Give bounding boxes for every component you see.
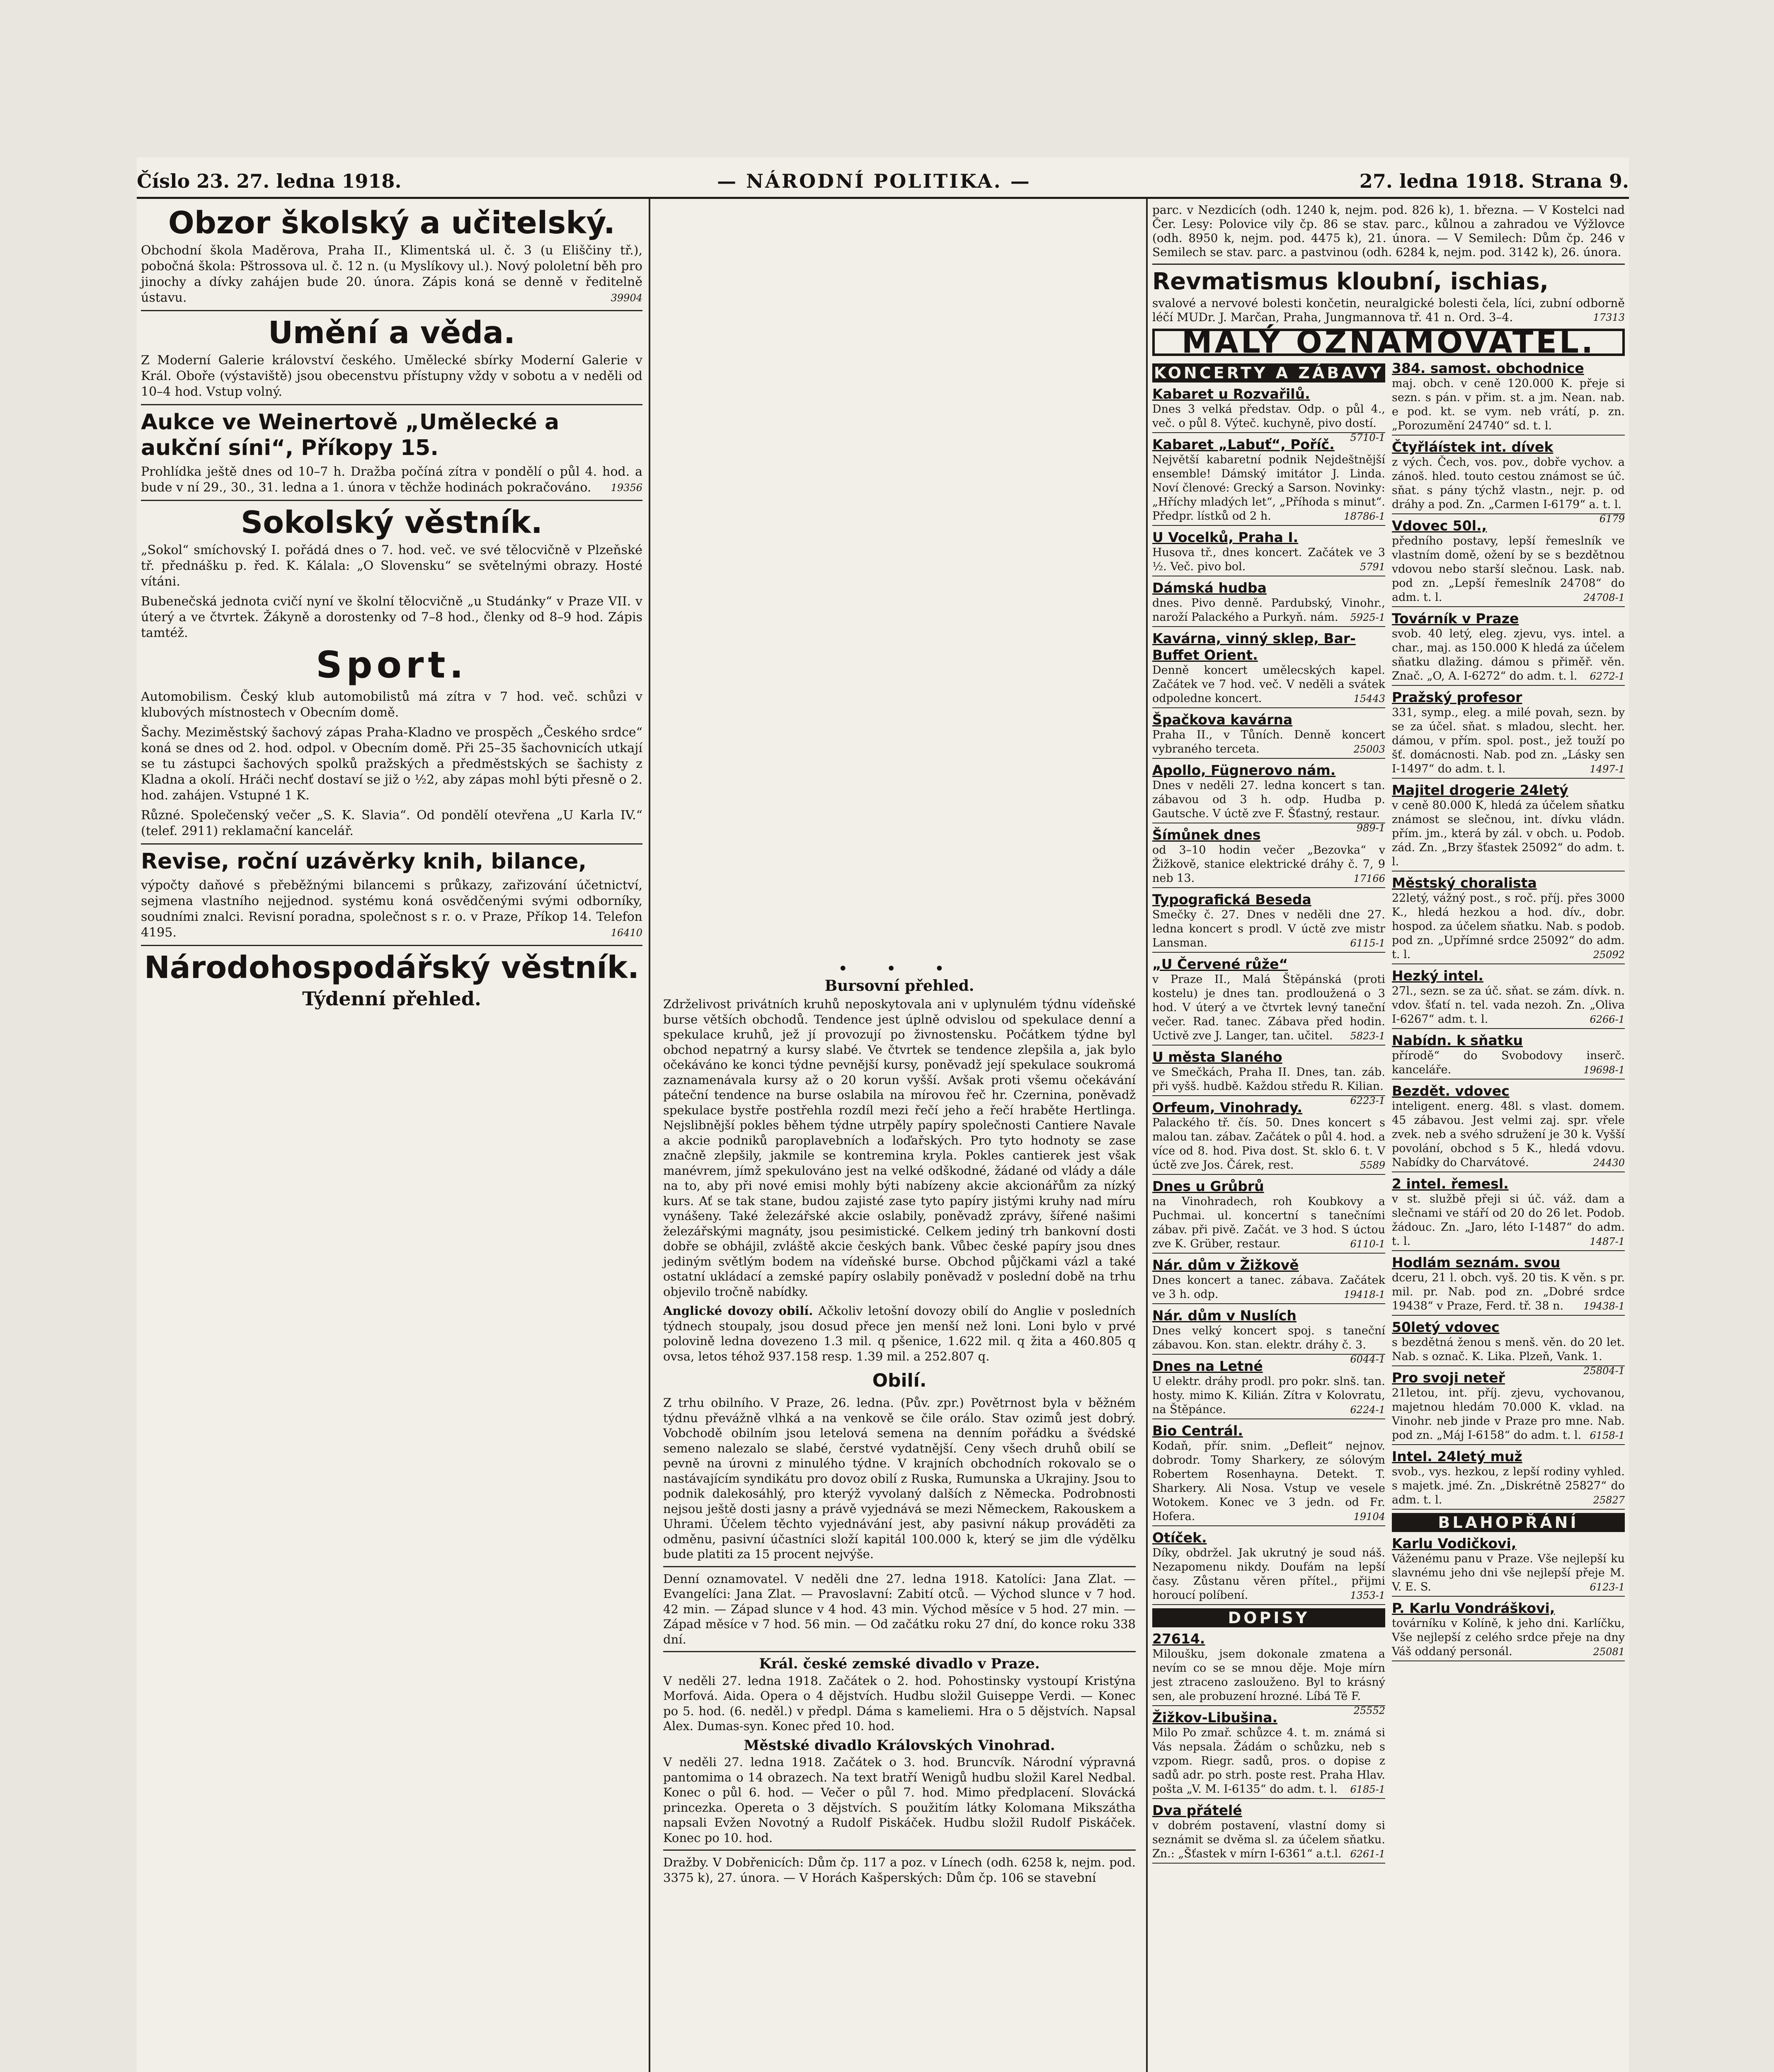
- classified-ad-body: Dnes 3 velká představ. Odp. o půl 4., več. o půl 8. Výteč. kuchyně, pivo dostí.: [1152, 403, 1385, 430]
- ad-code: 6044-1: [1350, 1353, 1385, 1365]
- classified-ad-body: Palackého tř. čís. 50. Dnes koncert s malou tan. zábav. Začátek o půl 4. hod. a více od 8. hod. Piva dost. St. sklo 6. t. V úctě zve Jos. Čárek, rest.: [1152, 1116, 1385, 1172]
- classified-ad-text: [1152, 728, 1385, 756]
- classified-ad-text: [1392, 891, 1625, 962]
- denni-oznamovatel-text: Denní oznamovatel. V neděli dne 27. ledna 1918. Katolíci: Jana Zlat. — Evangelíci: Jana Zlat. — Pravoslavní: Zabití otců. — Východ slunce v 7 hod. 42 min. — Západ slunce v 4 hod. 43 min. Východ měsíce v 5 hod. 27 min. — Západ měsíce v 7 hod. 56 min. — Od začátku roku 27 dní, do konce roku 338 dní.: [663, 1571, 1136, 1646]
- classified-ad-body: továrníku v Kolíně, k jeho dni. Karlíčku, Vše nejlepší z celého srdce přeje na dny Váš oddaný personál.: [1392, 1617, 1625, 1658]
- classified-ad-text: [1392, 1386, 1625, 1443]
- ad-code: 19356: [611, 482, 642, 494]
- ad-code: 19438-1: [1583, 1300, 1625, 1312]
- classified-ad-body: Husova tř., dnes koncert. Začátek ve 3 ½. Več. pivo bol.: [1152, 546, 1385, 573]
- ad-code: 19418-1: [1344, 1289, 1385, 1300]
- classified-ad-title: Městský choralista: [1392, 875, 1537, 891]
- obili-dovoz-text: Anglické dovozy obilí. Ačkoliv letošní dovozy obilí do Anglie v posledních týdnech stoupaly, jsou dosud přece jen menší než loni. Loni bylo v prvé polovině ledna dovezeno 1.3 mil. q pšenice, 1.622 mil. q žita a 460.805 q ovsa, letos téhož 937.158 resp. 1.39 mil. a 252.807 q.: [663, 1304, 1136, 1363]
- classified-ad-title: Otíček.: [1152, 1530, 1207, 1546]
- obili-heading: Obilí.: [872, 1370, 927, 1391]
- section-rule: [663, 1651, 1136, 1652]
- obzor-text: Obchodní škola Maděrova, Praha II., Klimentská ul. č. 3 (u Eliščiny tř.), pobočná škola: Pštrossova ul. č. 12 n. (u Myslíkovy ul.). Nový pololetní běh pro jinochy a dívky zahájen bude 20. února. Zápis koná se denně v ředitelně ústavu. 39904: [141, 243, 642, 305]
- ad-code: 19104: [1353, 1511, 1385, 1523]
- classified-ad-title: Hodlám seznám. svou: [1392, 1254, 1561, 1271]
- classified-ad-text: [1152, 453, 1385, 523]
- section-rule: [141, 945, 642, 946]
- classified-ad: [1152, 630, 1385, 708]
- classified-ad: [1152, 580, 1385, 627]
- classified-ad-body: 331, symp., eleg. a milé povah, sezn. by se za účel. sňat. s mladou, slecht. her. dámou, v přím. spol. post., jež touží po šť. domácnosti. Nab. pod zn. „Lásky sen I-1497“ do adm. t. l.: [1392, 706, 1625, 775]
- classified-ad-text: [1392, 799, 1625, 869]
- classified-ad-text: [1152, 402, 1385, 443]
- classified-ad: [1392, 1600, 1625, 1661]
- classified-ad-title: Bio Centrál.: [1152, 1423, 1243, 1439]
- classified-ad: [1392, 1032, 1625, 1080]
- classified-ad-title: Majitel drogerie 24letý: [1392, 782, 1568, 798]
- classified-ad-title: Nár. dům v Žižkově: [1152, 1257, 1299, 1273]
- classified-ad-body: z vých. Čech, vos. pov., dobře vychov. a zánoš. hled. touto cestou známost se úč. sňat. s pány týchž vlastn., nejr. p. od dráhy a pod. Zn. „Carmen I-6179“ a. t. l.: [1392, 456, 1625, 511]
- classified-ad-title: Dnes na Letné: [1152, 1358, 1263, 1374]
- section-rule: [1152, 264, 1625, 265]
- ad-code: 5823-1: [1350, 1030, 1385, 1042]
- header-rule: [137, 197, 1629, 199]
- obzor-heading: Obzor školský a učitelský.: [168, 205, 616, 241]
- classified-ad-body: v Praze II., Malá Štěpánská (proti kostelu) je dnes tan. prodloužená o 3 hod. V úterý a ve čtvrtek levný taneční večer. Rad. tanec. Zábava před hodin. Uctivě zve J. Langer, tan. učitel.: [1152, 973, 1385, 1042]
- classified-ad-title: Kabaret „Labuť“, Poříč.: [1152, 436, 1335, 453]
- classified-ad: [1392, 360, 1625, 436]
- sport-text-2: Šachy. Meziměstský šachový zápas Praha-Kladno ve prospěch „Českého srdce“ koná se dnes od 2. hod. odpol. v Obecním domě. Při 25–35 šachovnicích utkají se tu zástupci šachových spolků pražských a předměstských se šachisty z Kladna a okolí. Hráči nechť dostaví se již o ½2, aby zápas mohl býti přesně o 2. hod. zahájen. Vstupné 1 K.: [141, 725, 642, 803]
- ad-code: 5791: [1360, 561, 1385, 573]
- ad-code: 6179: [1599, 513, 1625, 525]
- classified-ad-body: Dnes v neděli 27. ledna koncert s tan. zábavou od 3 h. odp. Hudba p. Gautsche. V úctě zve F. Šťastný, restaur.: [1152, 779, 1385, 820]
- classified-ad-title: 50letý vdovec: [1392, 1319, 1500, 1335]
- classified-ad-text: [1392, 1465, 1625, 1507]
- sokol-text-1: „Sokol“ smíchovský I. pořádá dnes o 7. hod. več. ve své tělocvičně v Plzeňské tř. přednášku p. řed. K. Kálala: „O Slovensku“ se světelnými obrazy. Hosté vítáni.: [141, 543, 642, 589]
- maly-oznamovatel-heading: MALÝ OZNAMOVATEL.: [1152, 329, 1625, 356]
- ad-code: 24430: [1593, 1157, 1625, 1169]
- ad-code: 25081: [1593, 1646, 1625, 1658]
- classified-ad-text: [1392, 1049, 1625, 1077]
- classified-ad-text: [1152, 596, 1385, 625]
- classified-ad-body: Dnes koncert a tanec. zábava. Začátek ve 3 h. odp.: [1152, 1274, 1385, 1301]
- vinohrady-heading: Městské divadlo Královských Vinohrad.: [744, 1737, 1055, 1754]
- classifieds-left-column: [1152, 360, 1385, 1867]
- classified-ad: [1392, 875, 1625, 964]
- classified-ad-text: [1392, 377, 1625, 433]
- section-rule: [663, 1849, 1136, 1851]
- koncerty-banner: KONCERTY A ZÁBAVY: [1152, 363, 1385, 382]
- classified-ad-body: Praha II., v Tůních. Denně koncert vybraného terceta.: [1152, 729, 1385, 755]
- classified-ad-title: Dnes u Grůbrů: [1152, 1178, 1264, 1194]
- classified-ad: [1152, 1631, 1385, 1716]
- classified-ad: [1392, 610, 1625, 686]
- ad-code: 5925-1: [1350, 612, 1385, 623]
- right-items: [1392, 360, 1625, 1661]
- classified-ad: [1152, 529, 1385, 576]
- classified-ad-body: Dnes velký koncert spoj. s taneční zábavou. Kon. stan. elektr. dráhy č. 3.: [1152, 1324, 1385, 1351]
- ad-code: 1353-1: [1350, 1590, 1385, 1601]
- sport-text-3: Různé. Společenský večer „S. K. Slavia“. Od pondělí otevřena „U Karla IV.“ (telef. 2911) reklamační kancelář.: [141, 808, 642, 838]
- ad-code: 24708-1: [1583, 592, 1625, 603]
- ad-code: 15443: [1353, 693, 1385, 704]
- classified-ad-text: [1392, 1617, 1625, 1659]
- ad-code: 6110-1: [1350, 1238, 1385, 1250]
- dopisy-banner: DOPISY: [1152, 1608, 1385, 1627]
- page-number: 27. ledna 1918. Strana 9.: [1359, 170, 1629, 192]
- ad-code: 6224-1: [1350, 1404, 1385, 1416]
- bursovni-text: Zdrželivost privátních kruhů neposkytovala ani v uplynulém týdnu vídeňské burse větších obchodů. Tendence jest úplně odvislou od spekulace denní a spekulace kruhů, jež jí provozují po živnostensku. Počátkem týdne byl obchod nepatrný a kursy slabé. Ve čtvrtek se tendence zlepšila a, jak bylo očekáváno ke konci týdne pevnější kursy, poněvadž její spekulace soukromá zaznamenávala kursy až o 20 korun vyšší. Avšak proti všemu očekávání páteční tendence na burse oslabila na mírovou řeč hr. Czernina, poněvadž spekulace bystře postřehla rozdíl mezi řečí jeho a řečí hraběte Hertlinga. Nejslibnější pokles během týdne utrpěly papíry společnosti Cantiere Navale a akcie podniků paroplavebních a loďařských. Pro tyto hodnoty se zase značně zlepšily, jakmile se kontremina kryla. Pokles cantierek jest však manévrem, jímž spekulováno jest na velké odškodné, žádané od vlády a dále na to, aby při nové emisi mohly býti nabízeny akcie akcionářům za nízký kurs. Ať se tak stane, budou zajisté zase tyto papíry jistými kruhy nad míru vynášeny. Také železářské akcie oslabily, poněvadž zprávy, šířené našimi železářskými magnáty, jsou pesimistické. Celkem jediný trh bankovní dosti dobře se obhájil, zvláště akcie českých bank. Vůbec české papíry jsou dnes jediným světlým bodem na vídeňské burse. Obchod půjčkami vázl a také ostatní ukládací a zemské papíry oslabily poněvadž v poslední době na trhu objevilo tročně nabídky.: [663, 997, 1136, 1299]
- ad-code: 6261-1: [1350, 1848, 1385, 1860]
- classified-ad-text: [1392, 534, 1625, 605]
- classified-ad: [1392, 1254, 1625, 1316]
- classified-ad-text: [1392, 1192, 1625, 1249]
- classified-ad-text: [1392, 455, 1625, 525]
- ad-code: 6115-1: [1350, 937, 1385, 949]
- classified-ad-title: Karlu Vodičkovi,: [1392, 1535, 1517, 1552]
- ad-code: 6158-1: [1590, 1430, 1625, 1441]
- classified-ad-body: inteligent. energ. 48l. s vlast. domem. 45 zábavou. Jest velmi zaj. spr. vřele zvek. neb a svého sdružení je 30 k. Vyšší povolání, obchod s 5 K., hledá vdovu. Nabídky do Charvátové.: [1392, 1100, 1625, 1169]
- column-divider-2: [1146, 199, 1148, 2072]
- classifieds-grid: [1152, 360, 1625, 1867]
- ad-code: 17166: [1353, 873, 1385, 884]
- masthead: — NÁRODNÍ POLITIKA. —: [717, 170, 1031, 192]
- ad-code: 1487-1: [1590, 1236, 1625, 1247]
- classified-ad-body: Milo Po zmař. schůzce 4. t. m. známá si Vás nepsala. Žádám o schůzku, neb s vzpom. Riegr. sadů, pros. o dopise z sadů adr. po strh. poste rest. Praha Hlav. pošta „V. M. I-6135“ do adm. t. l.: [1152, 1726, 1385, 1796]
- classified-ad-title: Žižkov-Libušina.: [1152, 1709, 1278, 1726]
- section-rule: [141, 310, 642, 311]
- classified-ad-body: na Vinohradech, roh Koubkovy a Puchmai. ul. koncertní s tanečními zábav. při pivě. Začát. ve 3 hod. S úctou zve K. Grüber, restaur.: [1152, 1195, 1385, 1250]
- classified-ad-body: od 3–10 hodin večer „Bezovka“ v Žižkově, stanice elektrické dráhy č. 7, 9 neb 13.: [1152, 844, 1385, 885]
- classified-ad: [1152, 1257, 1385, 1304]
- ad-code: 6123-1: [1590, 1581, 1625, 1593]
- classified-ad-text: [1152, 1819, 1385, 1861]
- ad-code: 5589: [1360, 1159, 1385, 1171]
- classified-ad-text: [1152, 1726, 1385, 1796]
- classified-ad-title: Kavárna, vinný sklep, Bar-Buffet Orient.: [1152, 630, 1356, 663]
- classified-ad-title: Pražský profesor: [1392, 689, 1522, 705]
- classified-ad-title: Apollo, Fügnerovo nám.: [1152, 762, 1336, 778]
- classified-ad-text: [1152, 843, 1385, 886]
- classified-ad: [1152, 1530, 1385, 1605]
- classified-ad: [1152, 1049, 1385, 1106]
- sokol-text-2: Bubenečská jednota cvičí nyní ve školní tělocvičně „u Studánky“ v Praze VII. v úterý a ve čtvrtek. Žákyně a dorostenky od 7–8 hod., členky od 8–9 hod. Zápis tamtéž.: [141, 594, 642, 640]
- classified-ad-body: Miloušku, jsem dokonale zmatena a nevím co se se mnou děje. Moje mírn jest ztraceno zaslouženo. Byl to krásný sen, ale probuzení hrozné. Líbá Tě F.: [1152, 1648, 1385, 1703]
- umeni-heading: Umění a věda.: [268, 315, 516, 351]
- classified-ad-text: [1152, 1375, 1385, 1417]
- section-rule: [141, 404, 642, 405]
- classified-ad-title: U Vocelků, Praha I.: [1152, 529, 1299, 545]
- classified-ad: [1152, 1709, 1385, 1799]
- classified-ad-title: Továrník v Praze: [1392, 610, 1519, 627]
- classified-ad-body: Kodaň, přír. snim. „Defleit“ nejnov. dobrodr. Tomy Sharkery, ze sólovým Robertem Rosenhayna. Detekt. T. Sharkery. Ali Nosa. Vstup ve vesele Wotokem. Konec ve 3 jedn. od Fr. Hofera.: [1152, 1440, 1385, 1523]
- classified-ad-body: svob. 40 letý, eleg. zjevu, vys. intel. a char., maj. as 150.000 K hledá za účelem sňatku dlažing. dámou s přiměř. věn. Znač. „O, A. I-6272“ do adm. t. l.: [1392, 627, 1625, 683]
- aukce-heading: Aukce ve Weinertově „Umělecké a aukční síni“, Příkopy 15.: [141, 410, 560, 460]
- ad-code: 6223-1: [1350, 1095, 1385, 1106]
- classified-ad-text: [1152, 1065, 1385, 1106]
- sport-text-1: Automobilism. Český klub automobilistů má zítra v 7 hod. več. schůzi v klubových místnostech v Obecním domě.: [141, 690, 642, 720]
- classified-ad-text: [1152, 908, 1385, 950]
- revise-text: výpočty daňové s přeběžnými bilancemi s průkazy, zařizování účetnictví, sejmenа vlastního nejjednod. systému koná osvědčenými svými odborníky, soudními znalci. Revisní poradna, společnost s r. o. v Praze, Příkop 14. Telefon 4195. 16410: [141, 878, 642, 940]
- classified-ad-text: [1152, 1647, 1385, 1716]
- classified-ad-body: dnes. Pivo denně. Pardubský, Vinohr., naroží Palackého a Purkyň. nám.: [1152, 597, 1385, 624]
- issue-number: Číslo 23. 27. ledna 1918.: [137, 170, 402, 192]
- classified-ad-title: Špačkova kavárna: [1152, 712, 1293, 728]
- classified-ad-text: [1152, 1546, 1385, 1602]
- bursovni-heading: Bursovní přehled.: [824, 977, 974, 995]
- classified-ad-title: P. Karlu Vondráškovi,: [1392, 1600, 1555, 1616]
- section-rule: [663, 1566, 1136, 1567]
- classified-ad-body: Díky, obdržel. Jak ukrutný je soud náš. Nezapomenu nikdy. Doufám na lepší časy. Zůstanu věren přítel., přijmi horoucí políbení.: [1152, 1547, 1385, 1602]
- classified-ad-title: 384. samost. obchodnice: [1392, 360, 1584, 376]
- classified-ad: [1152, 1423, 1385, 1526]
- classified-ad-body: Smečky č. 27. Dnes v neděli dne 27. ledna koncert s prodl. V úctě zve mistr Lansman.: [1152, 908, 1385, 949]
- column-3: [1152, 203, 1625, 1867]
- column-1: [141, 203, 642, 1012]
- classified-ad: [1152, 827, 1385, 888]
- classified-ad-text: [1152, 1439, 1385, 1524]
- classified-ad-body: maj. obch. v ceně 120.000 K. přeje si sezn. s pán. v přim. st. a jm. Nean. nab. e pod. kt. se vym. neb vrátí, p. zn. „Porozumění 24740“ sd. t. l.: [1392, 377, 1625, 432]
- classified-ad-title: Dva přátelé: [1152, 1802, 1242, 1818]
- classified-ad: [1392, 1319, 1625, 1377]
- umeni-text: Z Moderní Galerie království českého. Umělecké sbírky Moderní Galerie v Král. Oboře (výstaviště) jsou obecenstvu přístupny vždy v sobotu a v neděli od 10–4 hod. Vstup volný.: [141, 353, 642, 399]
- ad-code: 19698-1: [1583, 1064, 1625, 1076]
- ad-code: 6272-1: [1590, 670, 1625, 682]
- classified-ad: [1152, 1099, 1385, 1175]
- column-divider-1: [649, 199, 650, 2072]
- classified-ad: [1152, 386, 1385, 443]
- classified-ad-text: [1152, 779, 1385, 834]
- ad-code: 25003: [1353, 743, 1385, 755]
- trh-obilni-text: Z trhu obilního. V Praze, 26. ledna. (Pův. zpr.) Povětrnost byla v běžném týdnu převážně vlhká a na venkově se čile orálo. Stav ozimů jest dobrý. Vobchodě obilním jsou letelová semena na denním pořádku a švédské semeno nalezalo se slabé, čerstvé vydatnější. Ceny všech druhů obilí se pevně na úrovni z minulého týdne. V krajních obchodních rokovalo se o nastávajícím syndikátu pro dovoz obilí z Ruska, Rumunska a Ukrajiny. Jsou to podnik dalekosáhlý, pro kterýž vyvolaný dalších z Německa. Podrobnosti nejsou ještě dosti jasny a právě vyjednává se mezi Německem, Rakouskem a Uhrami. Účelem těchto vyjednávání jest, aby pasivní nákup prováděti za odměnu, pasivní účastníci složí kapitál 100.000 k, který se jim dle výdělku bude platiti za 15 procent nejvýše.: [663, 1396, 1136, 1561]
- classified-ad-body: dceru, 21 l. obch. vyš. 20 tis. K věn. s pr. mil. pr. Nab. pod zn. „Dobré srdce 19438“ v Praze, Ferd. tř. 38 n.: [1392, 1271, 1625, 1312]
- classified-ad-title: „U Červené růže“: [1152, 956, 1288, 972]
- rheumatism-text: svalové a nervové bolesti končetin, neuralgické bolesti čela, líci, zubní odborně léčí MUDr. J. Marčan, Praha, Jungmannova tř. 41 n. Ord. 3–4. 17313: [1152, 296, 1625, 324]
- classified-ad: [1392, 518, 1625, 607]
- classified-ad-body: v dobrém postavení, vlastní domy si seznámit se dvěma sl. za účelem sňatku. Zn.: „Šťastek v mírn I-6361“ a.t.l.: [1152, 1819, 1385, 1860]
- divadlo-heading: Král. české zemské divadlo v Praze.: [759, 1656, 1040, 1672]
- classified-ad-body: předního postavy, lepší řemeslník ve vlastním domě, ožení by se s bezdětnou vdovou nebo starší slečnou. Lask. nab. pod zn. „Lepší řemeslník 24708“ do adm. t. l.: [1392, 535, 1625, 604]
- classified-ad-title: Kabaret u Rozvařilů.: [1152, 386, 1310, 402]
- classified-ad: [1392, 1176, 1625, 1251]
- classified-ad: [1152, 1178, 1385, 1254]
- classified-ad-text: [1392, 1271, 1625, 1313]
- classified-ad-title: 2 intel. řemesl.: [1392, 1176, 1509, 1192]
- ad-code: 989-1: [1356, 822, 1385, 834]
- classified-ad-text: [1392, 627, 1625, 683]
- classified-ad: [1392, 1083, 1625, 1172]
- classified-ad-body: Váženému panu v Praze. Vše nejlepší ku slavnému jeho dni vše nejlepší přeje M. V. E. S.: [1392, 1552, 1625, 1593]
- classified-ad-text: [1392, 1099, 1625, 1170]
- classified-ad: [1152, 956, 1385, 1046]
- classified-ad-body: v st. službě přeji si úč. váž. dam a slečnami ve stáří od 20 do 26 let. Podob. žádouc. Zn. „Jaro, léto I-1487“ do adm. t. l.: [1392, 1193, 1625, 1248]
- classified-ad-body: U elektr. dráhy prodl. pro pokr. slnš. tan. hosty. mimo K. Kilián. Zítra v Kolovratu, na Štěpánce.: [1152, 1375, 1385, 1416]
- classified-ad-text: [1152, 1273, 1385, 1302]
- classified-ad-title: U města Slaného: [1152, 1049, 1282, 1065]
- section-rule: [141, 500, 642, 501]
- classified-ad-body: 21letou, int. příj. zjevu, vychovanou, majetnou hledám 70.000 K. vklad. na Vinohr. neb jinde v Praze pro mne. Nab. pod zn. „Máj I-6158“ do adm. t. l.: [1392, 1387, 1625, 1442]
- classified-ad-title: 27614.: [1152, 1631, 1205, 1647]
- classified-ad-body: svob., vys. hezkou, z lepší rodiny vyhled. s majetk. jmé. Zn. „Diskrétně 25827“ do adm. t. l.: [1392, 1465, 1625, 1506]
- classified-ad-body: Denně koncert umělecských kapel. Začátek ve 7 hod. več. V neděli a svátek odpoledne koncert.: [1152, 664, 1385, 705]
- classified-ad: [1152, 1307, 1385, 1365]
- ad-code: 16410: [611, 927, 642, 939]
- classified-ad-title: Šímůnek dnes: [1152, 827, 1261, 843]
- classifieds-right-column: [1392, 360, 1625, 1867]
- classified-ad-title: Hezký intel.: [1392, 968, 1483, 984]
- ad-code: 1497-1: [1590, 763, 1625, 775]
- classified-ad: [1392, 439, 1625, 525]
- classified-ad: [1152, 436, 1385, 526]
- classified-ad: [1392, 689, 1625, 779]
- classified-ad-text: [1152, 1324, 1385, 1365]
- ad-code: 25804-1: [1583, 1365, 1625, 1377]
- classified-ad: [1152, 891, 1385, 953]
- sokol-heading: Sokolský věstník.: [240, 505, 543, 540]
- classified-ad: [1392, 1448, 1625, 1510]
- classified-ad: [1152, 712, 1385, 759]
- classified-ad-title: Nabídn. k sňatku: [1392, 1032, 1523, 1048]
- classified-ad-body: ve Smečkách, Praha II. Dnes, tan. záb. při vyšš. hudbě. Každou středu R. Kilian.: [1152, 1066, 1385, 1093]
- classified-ad: [1152, 1358, 1385, 1419]
- classified-ad: [1392, 782, 1625, 871]
- classified-ad-body: přírodě“ do Svobodovy inserč. kanceláře.: [1392, 1049, 1625, 1076]
- classified-ad-title: Typografická Beseda: [1152, 891, 1311, 908]
- classified-ad-title: Vdovec 50l.,: [1392, 518, 1487, 534]
- classified-ad-text: [1392, 1552, 1625, 1594]
- classified-ad-title: Nár. dům v Nuslích: [1152, 1307, 1297, 1324]
- narodohospodarsky-heading: Národohospodářský věstník.: [144, 950, 640, 985]
- classified-ad-body: 22letý, vážný post., s roč. příj. přes 3000 K., hledá hezkou a hod. dív., dobr. hospod. za účelem sňatku. Nab. s podob. pod zn. „Upřímné srdce 25092“ do adm. t. l.: [1392, 892, 1625, 961]
- left-items: [1152, 386, 1385, 1864]
- classified-ad-text: [1152, 1195, 1385, 1251]
- classified-ad-text: [1152, 663, 1385, 706]
- blahoprani-banner: BLAHOPŘÁNÍ: [1392, 1513, 1625, 1532]
- classified-ad: [1152, 762, 1385, 834]
- revise-heading: Revise, roční uzávěrky knih, bilance,: [141, 849, 587, 874]
- ad-code: 6266-1: [1590, 1014, 1625, 1025]
- tydenni-prehled-subheading: Týdenní přehled.: [302, 988, 481, 1010]
- column-2: [663, 961, 1136, 1889]
- ornament-dots: • • •: [838, 959, 961, 978]
- aukce-text: Prohlídka ještě dnes od 10–7 h. Dražba počíná zítra v pondělí o půl 4. hod. a bude v ní 29., 30., 31. ledna a 1. února v těchže hodinách pokračováno. 19356: [141, 465, 642, 495]
- ad-code: 39904: [611, 292, 642, 304]
- ad-code: 25552: [1353, 1705, 1385, 1716]
- page-header: [137, 166, 1629, 199]
- drazby-continued-text: parc. v Nezdicích (odh. 1240 k, nejm. pod. 826 k), 1. března. — V Kostelci nad Čer. Lesy: Polovice vily čp. 86 se stav. parc., kůlnou a zahradou ve Výžlovce (odh. 8950 k, nejm. pod. 4475 k), 21. února. — V Semilech: Dům čp. 246 v Semilech se stav. parc. a pastvinou (odh. 6284 k, nejm. pod. 3142 k), 26. února.: [1152, 203, 1625, 259]
- classified-ad-body: 27l., sezn. se za úč. sňat. se zám. dívk. n. vdov. šťatí n. tel. vada nezoh. Zn. „Oliva I-6267“ adm. t. l.: [1392, 985, 1625, 1026]
- classified-ad-title: Čtyřláístek int. dívek: [1392, 439, 1553, 455]
- ad-code: 18786-1: [1344, 511, 1385, 522]
- classified-ad-text: [1152, 1116, 1385, 1172]
- classified-ad: [1152, 1802, 1385, 1864]
- classified-ad: [1392, 1535, 1625, 1597]
- classified-ad-title: Orfeum, Vinohrady.: [1152, 1099, 1303, 1116]
- ad-code: 17313: [1593, 312, 1625, 323]
- classified-ad: [1392, 1370, 1625, 1445]
- vinohrady-text: V neděli 27. ledna 1918. Začátek o 3. hod. Bruncvík. Národní výpravná pantomima o 14 obrazech. Na text bratří Wenigů hudbu složil Karel Nedbal. Konec o půl 6. hod. — Večer o půl 7. hod. Mimo předplacení. Slovácká princezka. Opereta o 3 dějstvích. S použitím látky Kolomana Mikszátha napsali Evžen Novotný a Rudolf Piskáček. Hudbu složil Rudolf Piskáček. Konec po 10. hod.: [663, 1755, 1136, 1845]
- classified-ad-body: v ceně 80.000 K, hledá za účelem sňatku známost se slečnou, int. dívku vládn. přím. jm., která by zál. v obch. u. Podob. zád. Zn. „Brzy šťastek 25092“ do adm. t. l.: [1392, 799, 1625, 868]
- classified-ad-body: Největší kabaretní podnik Nejdeštnější ensemble! Dámský imitátor J. Linda. Noví členové: Grecký a Sarson. Novinky: „Hříchy mladých let“, „Příhoda s minut“. Předpr. lístků od 2 h.: [1152, 453, 1385, 523]
- classified-ad-title: Intel. 24letý muž: [1392, 1448, 1522, 1464]
- ad-code: 25092: [1593, 949, 1625, 961]
- rheumatism-heading: Revmatismus kloubní, ischias,: [1152, 268, 1549, 295]
- classified-ad-text: [1392, 706, 1625, 776]
- ad-code: 25827: [1593, 1494, 1625, 1506]
- divadlo-text: V neděli 27. ledna 1918. Začátek o 2. hod. Pohostinsky vystoupí Kristýna Morfová. Aida. Opera o 4 dějstvích. Hudbu složil Guiseppe Verdi. — Konec po 5. hod. (6. neděl.) v předpl. Dáma s kameliemi. Hra o 5 dějstvích. Napsal Alex. Dumas-syn. Konec před 10. hod.: [663, 1673, 1136, 1733]
- ad-code: 5710-1: [1350, 432, 1385, 443]
- classified-ad: [1392, 968, 1625, 1029]
- classified-ad-title: Pro svoji neteř: [1392, 1370, 1505, 1386]
- sport-heading: Sport.: [316, 644, 468, 686]
- classified-ad-text: [1392, 1336, 1625, 1377]
- ad-code: 6185-1: [1350, 1784, 1385, 1795]
- classified-ad-text: [1152, 973, 1385, 1043]
- classified-ad-text: [1392, 984, 1625, 1026]
- classified-ad-text: [1152, 546, 1385, 574]
- classified-ad-body: s bezdětná ženou s menš. věn. do 20 let. Nab. s označ. K. Lika. Plzeň, Vank. 1.: [1392, 1336, 1625, 1363]
- section-rule: [141, 843, 642, 845]
- classified-ad-title: Bezdět. vdovec: [1392, 1083, 1510, 1099]
- classified-ad-title: Dámská hudba: [1152, 580, 1267, 596]
- drazby-text: Dražby. V Dobřenicích: Dům čp. 117 a poz. v Línech (odh. 6258 k, nejm. pod. 3375 k), 27. února. — V Horách Kašperských: Dům čp. 106 se stavební: [663, 1855, 1136, 1885]
